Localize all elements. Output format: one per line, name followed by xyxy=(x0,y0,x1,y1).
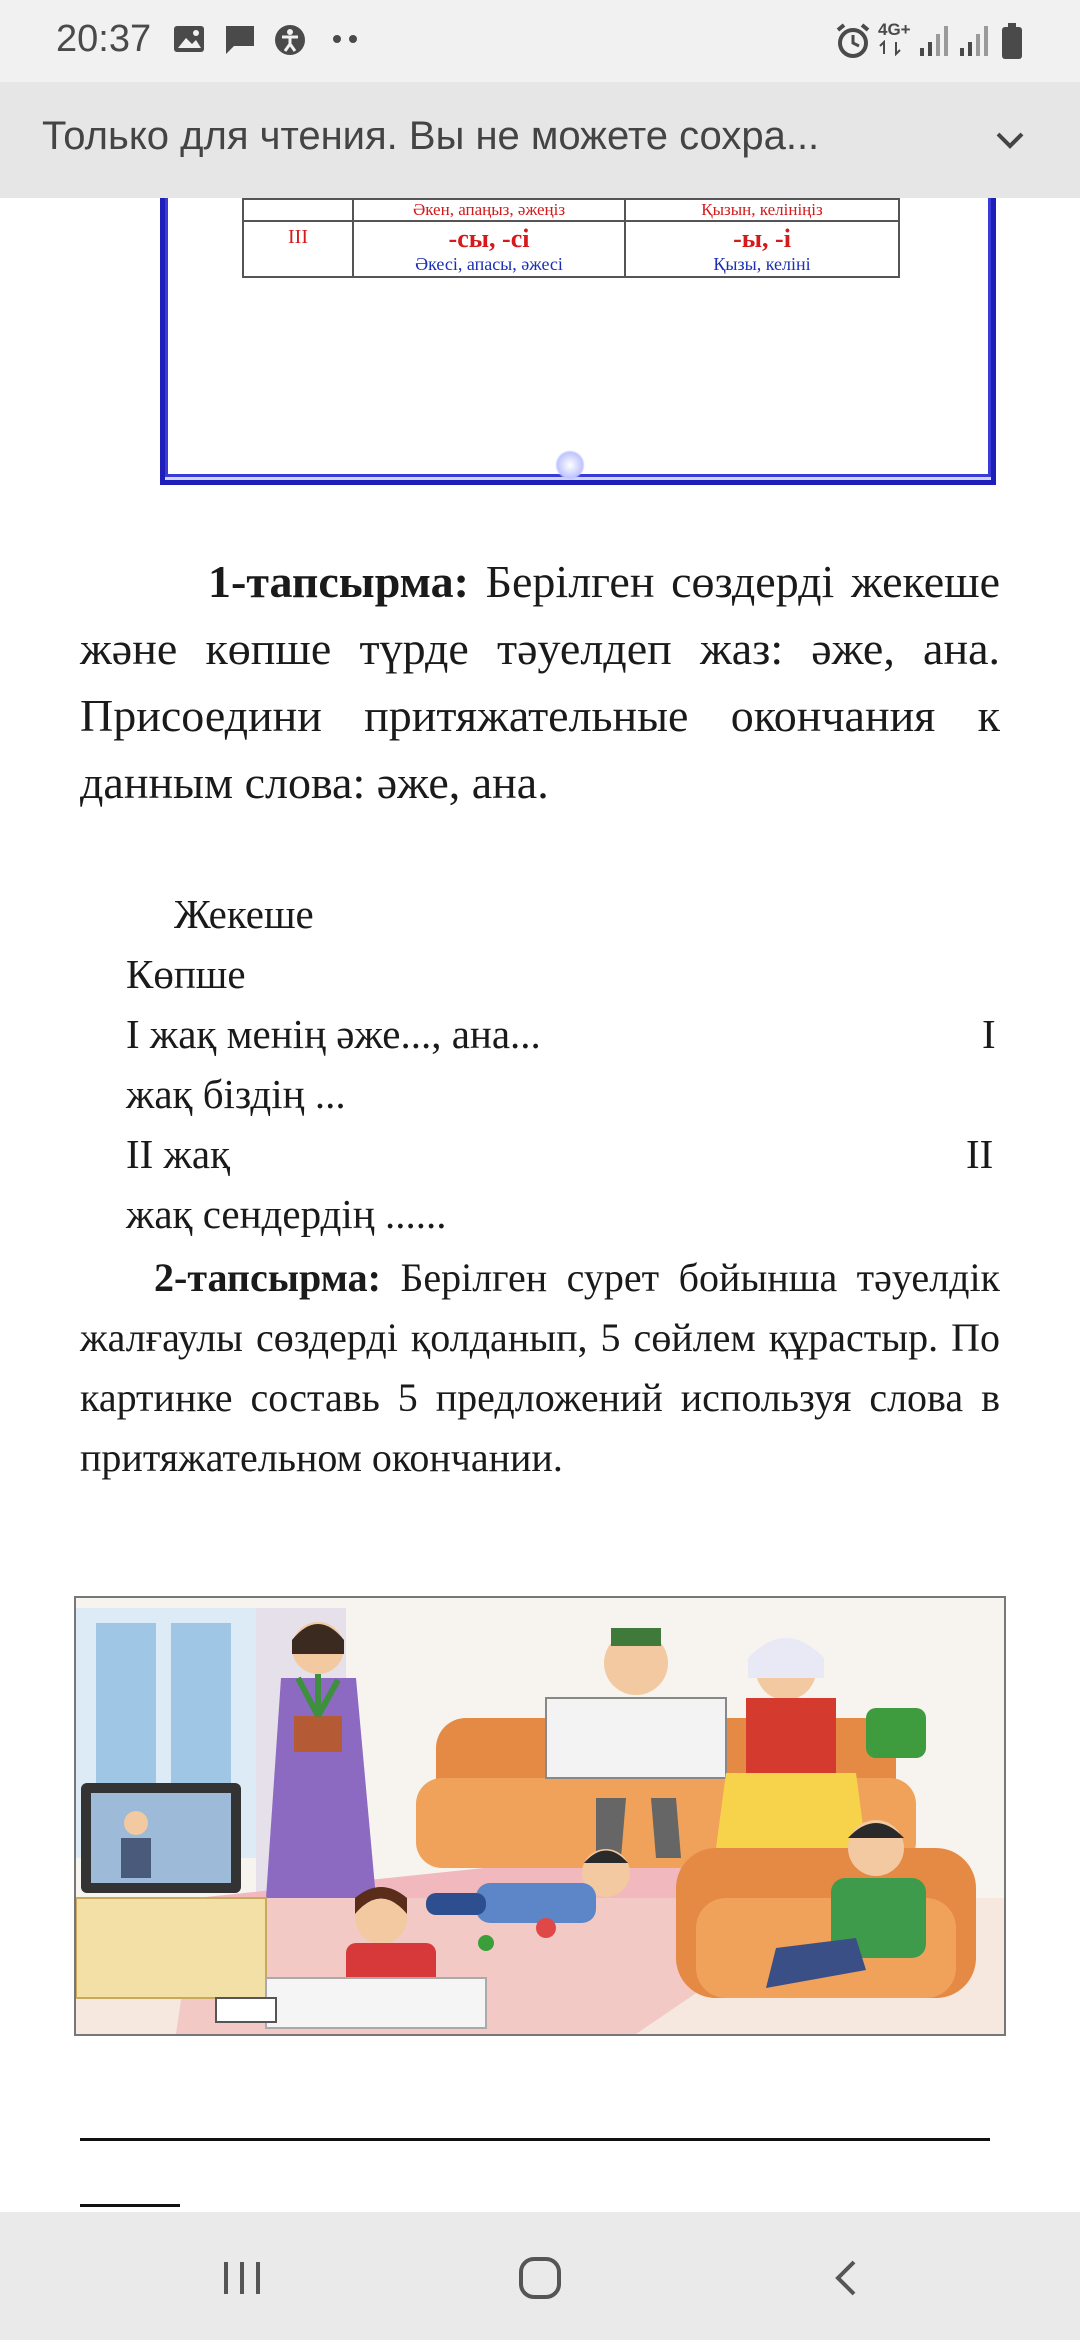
table-cell-example: Әкен, апаңыз, әжеңіз xyxy=(353,199,625,221)
read-only-banner[interactable] xyxy=(0,82,1080,198)
document-view[interactable] xyxy=(0,198,1080,2212)
network-label: 4G+ xyxy=(878,20,911,39)
task1-label: 1-тапсырма: xyxy=(208,556,469,607)
task2-paragraph xyxy=(80,1248,1000,1488)
table-cell-example: Қызын, келініңіз xyxy=(625,199,899,221)
answer-line xyxy=(80,2138,990,2141)
task2-label: 2-тапсырма: xyxy=(154,1255,381,1300)
exercise-line-2: жақ біздің ... xyxy=(126,1071,346,1117)
exercise-line-3-right: ІІ xyxy=(966,1131,994,1177)
table-row xyxy=(243,221,899,277)
navigation-bar xyxy=(0,2212,1080,2340)
table-row xyxy=(243,199,899,221)
table-cell-ending: -ы, -і Қызы, келіні xyxy=(625,221,899,277)
recents-icon[interactable] xyxy=(220,2258,264,2298)
task1-paragraph xyxy=(80,548,1000,816)
family-living-room-illustration xyxy=(74,1596,1006,2036)
table-cell-ending: -сы, -сі Әкесі, апасы, әжесі xyxy=(353,221,625,277)
alarm-icon xyxy=(834,22,872,60)
table-cell-person xyxy=(243,199,353,221)
table-cell-person: III xyxy=(243,221,353,277)
status-time: 20:37 xyxy=(56,18,152,60)
signal-icon xyxy=(958,22,990,58)
read-only-message: Только для чтения. Вы не можете сохра... xyxy=(42,114,820,158)
home-icon[interactable] xyxy=(518,2256,562,2300)
image-icon xyxy=(172,22,206,56)
grammar-table xyxy=(242,198,900,278)
task2-text: Берілген сурет бойынша тәуелдік жалғаулы сөздерді қолданып, 5 сөйлем құрастыр. По картинке составь 5 предложений используя слова в притяжательном окончании. xyxy=(80,1255,1000,1480)
zhekeshe-heading: Жекеше xyxy=(174,891,314,937)
exercise-line-1: І жақ менің әже..., ана... xyxy=(126,1011,541,1057)
answer-line-short xyxy=(80,2204,180,2207)
exercise-line-1-right: І xyxy=(982,1011,996,1057)
exercise-line-4: жақ сендердің ...... xyxy=(126,1191,447,1237)
signal-icon xyxy=(918,22,950,58)
accessibility-icon xyxy=(272,22,308,58)
data-arrows-icon xyxy=(878,40,902,56)
family-illustration-svg xyxy=(76,1598,1004,2034)
more-dots-icon xyxy=(332,34,362,44)
task1-text: Берілген сөздерді жекеше және көпше түрде тәуелдеп жаз: әже, ана. Присоедини притяжательные окончания к данным слова: әже, ана. xyxy=(80,556,1000,808)
exercise-line-3: ІІ жақ xyxy=(126,1131,231,1177)
kopshe-heading: Көпше xyxy=(126,951,246,997)
battery-icon xyxy=(1000,22,1024,60)
message-icon xyxy=(222,22,258,58)
status-bar xyxy=(0,0,1080,82)
chevron-down-icon[interactable] xyxy=(990,120,1030,160)
back-icon[interactable] xyxy=(826,2256,866,2300)
